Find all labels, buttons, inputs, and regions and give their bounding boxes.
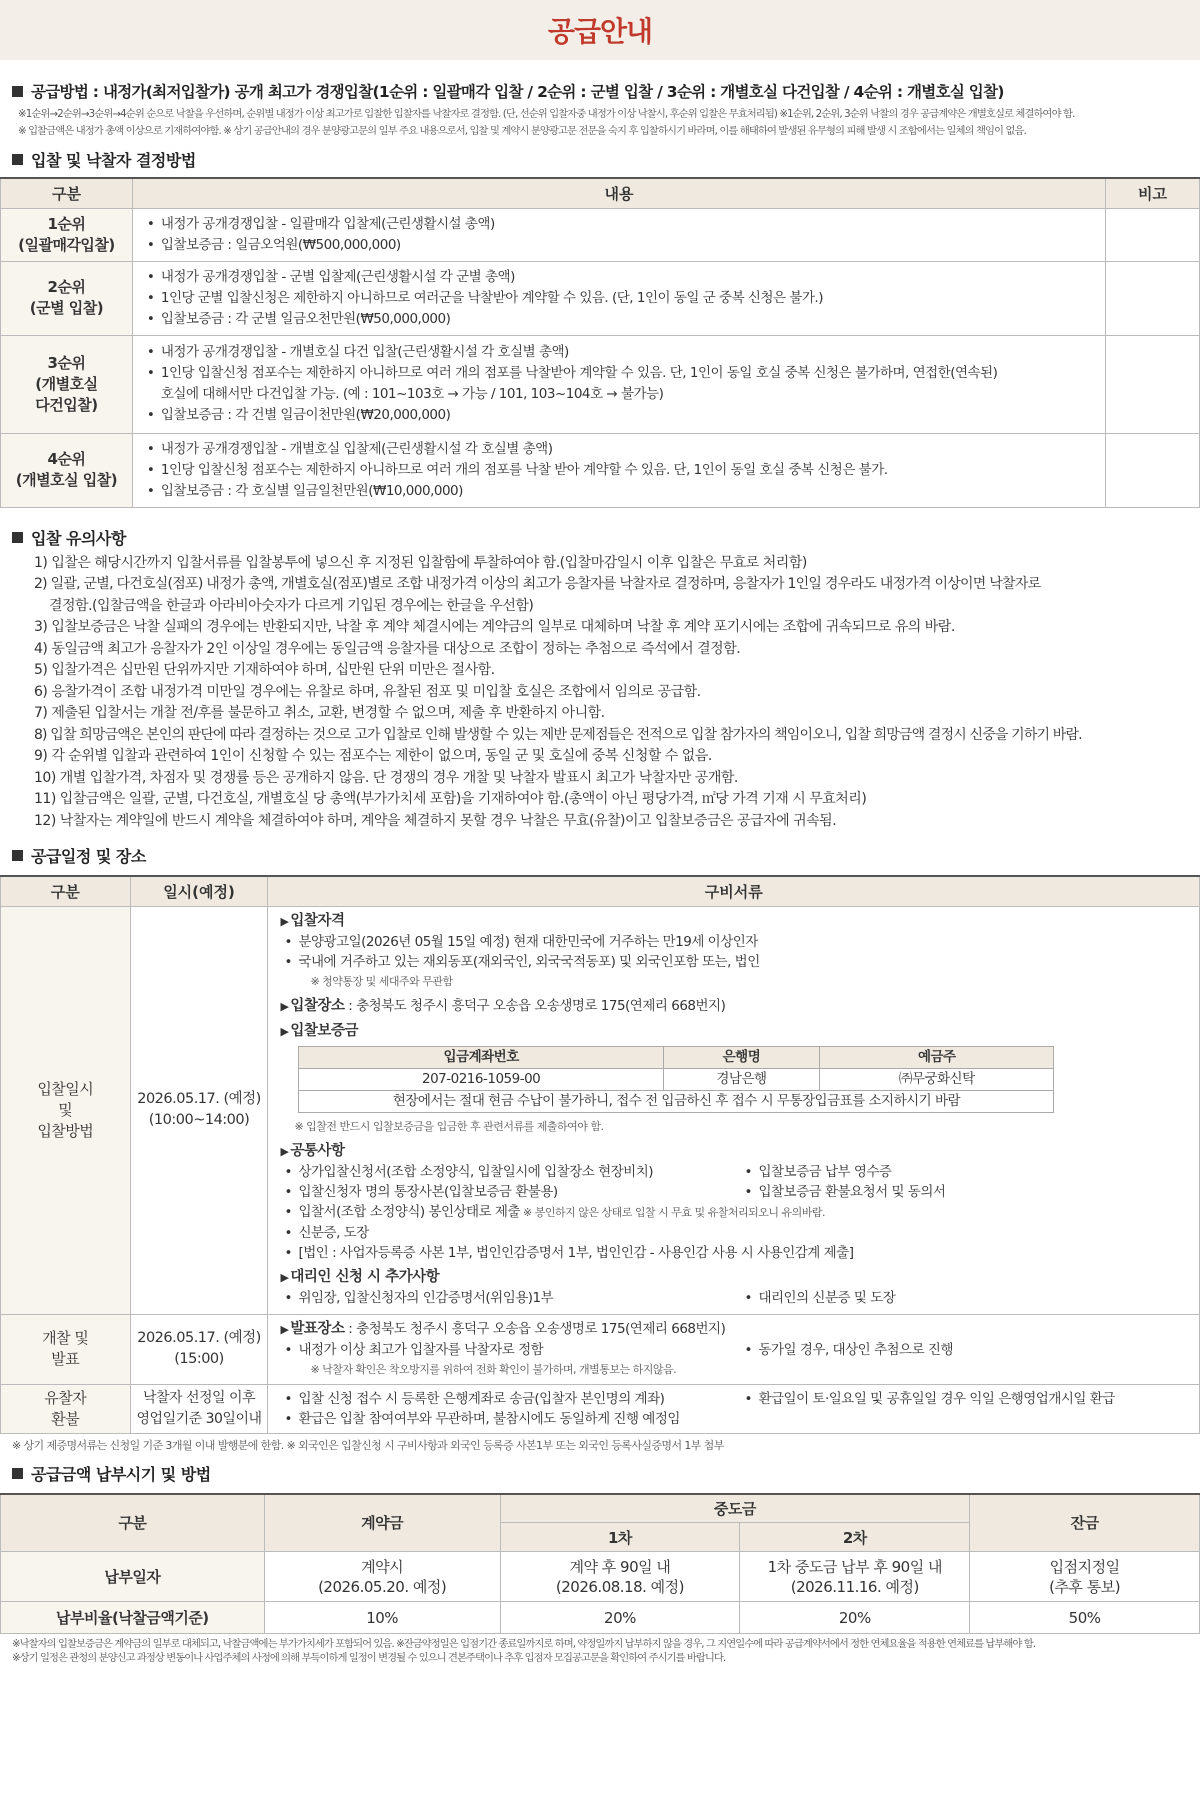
- list-item: • 입찰보증금 : 각 호실별 일금일천만원(₩10,000,000): [147, 481, 1095, 502]
- rank-label-line: 4순위: [47, 450, 86, 468]
- bid-method-heading-text: 입찰 및 낙찰자 결정방법: [31, 151, 196, 170]
- list-item: • 1인당 입찰신청 점포수는 제한하지 아니하므로 여러 개의 점포를 낙찰 받아 계약할 수 있음. 단, 1인이 동일 호실 중복 신청은 불가.: [147, 460, 1095, 481]
- row-label: 납부일자: [1, 1552, 265, 1602]
- cell-line: (2026.05.20. 예정): [318, 1577, 447, 1596]
- cell-line: (2026.08.18. 예정): [555, 1577, 685, 1596]
- list-item: • 위임장, 입찰신청자의 인감증명서(위임용)1부: [284, 1288, 744, 1308]
- schedule-label: [1, 1314, 131, 1384]
- header-middle: 중도금: [500, 1494, 970, 1523]
- list-item: • 입찰보증금 : 각 군별 일금오천만원(₩50,000,000): [147, 309, 1095, 330]
- list-item: • 입찰신청자 명의 통장사본(입찰보증금 환불용): [284, 1182, 744, 1202]
- table-row: [1, 1602, 1200, 1634]
- triangle-right-icon: ▶: [280, 1270, 289, 1284]
- payment-heading-text: 공급금액 납부시기 및 방법: [31, 1464, 211, 1484]
- list-item: 8) 입찰 희망금액은 본인의 판단에 따라 결정하는 것으로 고가 입찰로 인해 발생할 수 있는 제반 문제점들은 전적으로 입찰 참가자의 책임이오니, 입찰 희망금액 결정시 신중을 기하기 바람.: [34, 726, 1082, 743]
- label-line: 유찰자: [44, 1388, 87, 1407]
- list-item: 12) 낙찰자는 계약일에 반드시 계약을 체결하여야 하며, 계약을 체결하지 못할 경우 낙찰은 무효(유찰)이고 입찰보증금은 공급자에 귀속됨.: [34, 812, 837, 829]
- list-item: 9) 각 순위별 입찰과 관련하여 1인이 신청할 수 있는 점포수는 제한이 없으며, 동일 군 및 호실에 중복 신청할 수 없음.: [34, 748, 712, 764]
- agent-title-text: 대리인 신청 시 추가사항: [290, 1268, 440, 1285]
- schedule-date: [130, 906, 268, 1314]
- announce-note: ※ 낙찰자 확인은 착오방지를 위하여 전화 확인이 불가하며, 개별통보는 하지않음.: [310, 1362, 677, 1376]
- list-item: • 환급은 입찰 참여여부와 무관하며, 불참시에도 동일하게 진행 예정임: [284, 1409, 1189, 1429]
- table-row: [1, 906, 1200, 1314]
- list-item: • 입찰보증금 : 각 건별 일금이천만원(₩20,000,000): [147, 405, 1095, 426]
- rank-label: [1, 433, 133, 507]
- header-contract: 계약금: [264, 1494, 500, 1552]
- account-note: 현장에서는 절대 현금 수납이 불가하니, 접수 전 입금하신 후 접수 시 무통장입금표를 소지하시기 바람: [299, 1090, 1054, 1112]
- list-item: • 대리인의 신분증 및 도장: [744, 1288, 895, 1308]
- rank-label-line: 3순위: [47, 353, 86, 372]
- list-item: • 동가일 경우, 대상인 추첨으로 진행: [744, 1340, 953, 1360]
- table-row: [1, 261, 1200, 335]
- list-item: • 내정가 공개경쟁입찰 - 군별 입찰제(근린생활시설 각 군별 총액): [147, 267, 1095, 288]
- table-row: [1, 1384, 1200, 1433]
- table-cell: [500, 1552, 740, 1602]
- bid-place: [280, 996, 1189, 1017]
- remark-cell: [1106, 261, 1200, 335]
- table-row: [1, 335, 1200, 433]
- supply-method-heading: [12, 80, 1188, 102]
- cell-line: 계약시: [361, 1557, 404, 1576]
- qualification-title-text: 입찰자격: [290, 912, 345, 929]
- bid-method-heading: [12, 148, 1188, 171]
- triangle-right-icon: ▶: [280, 914, 289, 928]
- list-item: • 입찰보증금 : 일금오억원(₩500,000,000): [147, 235, 1095, 256]
- list-item: 1) 입찰은 해당시간까지 입찰서류를 입찰봉투에 넣으신 후 지정된 입찰함에 투찰하여야 함.(입찰마감일시 이후 입찰은 무효로 처리함): [34, 554, 807, 571]
- square-bullet-icon: [12, 86, 23, 97]
- list-item: • 입찰 신청 접수 시 등록한 은행계좌로 송금(입찰자 본인명의 계좌): [284, 1389, 744, 1409]
- common-title-text: 공통사항: [290, 1142, 345, 1159]
- list-item: • 국내에 거주하고 있는 재외동포(재외국인, 외국국적동포) 및 외국인포함 또는, 법인: [284, 952, 1189, 972]
- header-category: 구분: [1, 876, 131, 906]
- list-item: 2) 일괄, 군별, 다건호실(점포) 내정가 총액, 개별호실(점포)별로 조합 내정가격 이상의 최고가 응찰자를 낙찰자로 결정하며, 응찰자가 1인일 경우라도 내정가격 이상이면 낙찰자로: [34, 576, 1041, 592]
- cell-line: (추후 통보): [1049, 1577, 1121, 1596]
- list-item: • 상가입찰신청서(조합 소정양식, 입찰일시에 입찰장소 현장비치): [284, 1162, 744, 1182]
- list-item-text: 입찰서(조합 소정양식) 봉인상태로 제출: [298, 1203, 521, 1220]
- rank-label-line: 1순위: [47, 214, 86, 233]
- payment-note: ※상기 일정은 관청의 분양신고 과정상 변동이나 사업주체의 사정에 의해 부득이하게 일정이 변경될 수 있으니 견본주택이나 추후 입점자 모집공고문을 확인하여 주시기를 바랍니다.: [12, 1652, 726, 1664]
- deposit-note: ※ 입찰전 반드시 입찰보증금을 입금한 후 관련서류를 제출하여야 함.: [294, 1119, 604, 1133]
- schedule-label: [1, 906, 131, 1314]
- row-label: 납부비율(낙찰금액기준): [1, 1602, 265, 1634]
- label-line: 및: [58, 1100, 73, 1119]
- date-line: (15:00): [174, 1351, 224, 1367]
- announce-place: [280, 1319, 1189, 1340]
- schedule-documents: [268, 1384, 1200, 1433]
- rank-label-line: (일괄매각입찰): [18, 235, 115, 254]
- deposit-title-text: 입찰보증금: [290, 1022, 358, 1039]
- label-line: 발표: [51, 1350, 80, 1368]
- list-item: 5) 입찰가격은 십만원 단위까지만 기재하여야 하며, 십만원 단위 미만은 절사함.: [34, 662, 495, 678]
- list-item: • 입찰보증금 납부 영수증: [744, 1162, 891, 1182]
- rank-content: [132, 335, 1105, 433]
- rank-label-line: (군별 입찰): [29, 299, 104, 317]
- cautions-heading-text: 입찰 유의사항: [31, 528, 126, 548]
- cell-line: 계약 후 90일 내: [569, 1557, 671, 1576]
- bank-name: 경남은행: [663, 1068, 819, 1090]
- list-item: • 환급일이 토·일요일 및 공휴일일 경우 익일 은행영업개시일 환급: [744, 1389, 1114, 1409]
- rank-label: [1, 261, 133, 335]
- table-cell: 50%: [970, 1602, 1200, 1634]
- schedule-footnote: ※ 상기 제증명서류는 신청일 기준 3개월 이내 발행분에 한함. ※ 외국인은 입찰신청 시 구비사항과 외국인 등록증 사본1부 또는 외국인 등록사실증명서 1부 첨부: [12, 1438, 724, 1452]
- list-item: [284, 1202, 1189, 1223]
- date-line: 2026.05.17. (예정): [137, 1091, 261, 1107]
- supply-method-note: ※1순위→2순위→3순위→4순위 순으로 낙찰을 우선하며, 순위별 내정가 이상 최고가로 입찰한 입찰자를 낙찰자로 결정함. (단, 선순위 입찰자중 내정가 이상 낙찰시, 후순위 입찰은 무효처리됨) ※1순위, 2순위, 3순위 낙찰의 경우 공급계약은 개별호실로 체결하여야 함.: [18, 108, 1075, 120]
- deposit-title: [280, 1021, 1189, 1042]
- cautions-list: [12, 553, 1188, 833]
- payment-heading: [12, 1462, 1188, 1485]
- table-cell: [740, 1552, 970, 1602]
- date-line: 낙찰자 선정일 이후: [142, 1389, 256, 1406]
- cell-line: 입점지정일: [1049, 1557, 1120, 1576]
- list-item: • 입찰보증금 환불요청서 및 동의서: [744, 1182, 945, 1202]
- list-item: 6) 응찰가격이 조합 내정가격 미만일 경우에는 유찰로 하며, 유찰된 점포 및 미입찰 호실은 조합에서 임의로 공급함.: [34, 683, 701, 700]
- agent-row: [280, 1288, 1189, 1308]
- refund-row: [280, 1389, 1189, 1409]
- date-line: (10:00~14:00): [148, 1112, 250, 1128]
- list-item: 10) 개별 입찰가격, 차점자 및 경쟁률 등은 공개하지 않음. 단 경쟁의 경우 개찰 및 낙찰자 발표시 최고가 낙찰자만 공개함.: [34, 769, 738, 786]
- cell-line: 1차 중도금 납부 후 90일 내: [767, 1557, 942, 1576]
- table-cell: [970, 1552, 1200, 1602]
- table-cell: 20%: [740, 1602, 970, 1634]
- bid-place-address: : 충청북도 청주시 흥덕구 오송읍 오송생명로 175(연제리 668번지): [344, 997, 726, 1014]
- remark-cell: [1106, 335, 1200, 433]
- rank-label-line: (개별호실: [35, 374, 98, 393]
- list-item: • 내정가 공개경쟁입찰 - 일괄매각 입찰제(근린생활시설 총액): [147, 214, 1095, 235]
- triangle-right-icon: ▶: [280, 1024, 289, 1038]
- header-balance: 잔금: [970, 1494, 1200, 1552]
- table-cell: [264, 1552, 500, 1602]
- cautions-heading: [12, 526, 1188, 549]
- schedule-table: [0, 875, 1200, 1434]
- header-date: 일시(예정): [130, 876, 268, 906]
- list-item: 3) 입찰보증금은 낙찰 실패의 경우에는 반환되지만, 낙찰 후 계약 체결시에는 계약금의 일부로 대체하며 낙찰 후 계약 포기시에는 조합에 귀속되므로 유의 바람.: [34, 619, 955, 635]
- list-item: 4) 동일금액 최고가 응찰자가 2인 이상일 경우에는 동일금액 응찰자를 대상으로 조합이 정하는 추첨으로 즉석에서 결정함.: [34, 640, 741, 657]
- qualification-note: ※ 청약통장 및 세대주와 무관함: [310, 974, 453, 988]
- announce-place-title: 발표장소: [290, 1320, 345, 1337]
- list-item: • 내정가 공개경쟁입찰 - 개별호실 입찰제(근린생활시설 각 호실별 총액): [147, 439, 1095, 460]
- label-line: 개찰 및: [42, 1329, 89, 1347]
- label-line: 입찰방법: [37, 1121, 94, 1140]
- list-item: • [법인 : 사업자등록증 사본 1부, 법인인감증명서 1부, 법인인감 - 사용인감 사용 시 사용인감계 제출]: [284, 1243, 1189, 1263]
- header-category: 구분: [1, 178, 133, 208]
- table-row: [1, 208, 1200, 261]
- list-item: • 분양광고일(2026년 05월 15일 예정) 현재 대한민국에 거주하는 만19세 이상인자: [284, 932, 1189, 952]
- label-line: 입찰일시: [37, 1079, 94, 1098]
- list-item: 결정함.(입찰금액을 한글과 아라비아숫자가 다르게 기입된 경우에는 한글을 우선함): [49, 597, 534, 614]
- bid-method-table: [0, 177, 1200, 508]
- account-number: 207-0216-1059-00: [299, 1068, 663, 1090]
- schedule-documents: [268, 1314, 1200, 1384]
- remark-cell: [1106, 208, 1200, 261]
- qualification-title: [280, 911, 1189, 932]
- header-remark: 비고: [1106, 178, 1200, 208]
- account-header: 입금계좌번호: [299, 1046, 663, 1068]
- table-row: [1, 1552, 1200, 1602]
- square-bullet-icon: [12, 850, 23, 861]
- rank-label-line: (개별호실 입찰): [15, 471, 118, 489]
- supply-method-note: ※ 입찰금액은 내정가 총액 이상으로 기재하여야함. ※ 상기 공급안내의 경우 분양광고문의 일부 주요 내용으로서, 입찰 및 계약시 분양광고문 전문을 숙지 후 입찰하시기 바라며, 이를 해태하여 발생된 유무형의 피해 발생 시 조합에서는 일체의 책임이 없음.: [18, 125, 1026, 137]
- schedule-label: [1, 1384, 131, 1433]
- header-second: 2차: [740, 1523, 970, 1552]
- rank-content: [132, 433, 1105, 507]
- label-line: 환불: [51, 1409, 80, 1428]
- header-documents: 구비서류: [268, 876, 1200, 906]
- announce-row: [280, 1340, 1189, 1360]
- cell-line: (2026.11.16. 예정): [790, 1577, 919, 1596]
- list-item: • 1인당 군별 입찰신청은 제한하지 아니하므로 여러군을 낙찰받아 계약할 수 있음. (단, 1인이 동일 군 중복 신청은 불가.): [147, 288, 1095, 309]
- square-bullet-icon: [12, 1468, 23, 1479]
- agent-title: [280, 1267, 1189, 1288]
- table-cell: 20%: [500, 1602, 740, 1634]
- payment-table: [0, 1493, 1200, 1635]
- schedule-documents: [268, 906, 1200, 1314]
- table-cell: 10%: [264, 1602, 500, 1634]
- list-item-continuation: 호실에 대해서만 다건입찰 가능. (예 : 101~103호 → 가능 / 101, 103~104호 → 불가능): [160, 386, 664, 402]
- rank-label-line: 2순위: [47, 278, 86, 296]
- holder-header: 예금주: [820, 1046, 1054, 1068]
- bid-place-title: 입찰장소: [290, 997, 345, 1014]
- common-row: [280, 1162, 1189, 1182]
- bank-header: 은행명: [663, 1046, 819, 1068]
- common-title: [280, 1141, 1189, 1162]
- date-line: 2026.05.17. (예정): [137, 1330, 261, 1346]
- header-first: 1차: [500, 1523, 740, 1552]
- list-item: • 신분증, 도장: [284, 1223, 1189, 1243]
- triangle-right-icon: ▶: [280, 999, 289, 1013]
- list-item: • 내정가 공개경쟁입찰 - 개별호실 다건 입찰(근린생활시설 각 호실별 총액): [147, 342, 1095, 363]
- deposit-account-table: [298, 1046, 1054, 1113]
- triangle-right-icon: ▶: [280, 1144, 289, 1158]
- schedule-date: [130, 1384, 268, 1433]
- rank-label: [1, 208, 133, 261]
- title-bar: [0, 0, 1200, 60]
- list-item: 7) 제출된 입찰서는 개찰 전/후를 불문하고 취소, 교환, 변경할 수 없으며, 제출 후 반환하지 아니함.: [34, 705, 605, 721]
- table-row: [1, 433, 1200, 507]
- list-item: • 1인당 입찰신청 점포수는 제한하지 아니하므로 여러 개의 점포를 낙찰받아 계약할 수 있음. 단, 1인이 동일 호실 중복 신청은 불가하며, 연접한(연속된): [147, 363, 1095, 384]
- account-holder: ㈜무궁화신탁: [820, 1068, 1054, 1090]
- rank-label-line: 다건입찰): [35, 395, 98, 414]
- header-content: 내용: [132, 178, 1105, 208]
- square-bullet-icon: [12, 154, 23, 165]
- remark-cell: [1106, 433, 1200, 507]
- announce-place-address: : 충청북도 청주시 흥덕구 오송읍 오송생명로 175(연제리 668번지): [344, 1320, 726, 1337]
- page-title: 공급안내: [547, 15, 653, 48]
- table-row: [1, 1314, 1200, 1384]
- triangle-right-icon: ▶: [280, 1322, 289, 1336]
- rank-content: [132, 208, 1105, 261]
- common-row: [280, 1182, 1189, 1202]
- schedule-heading: [12, 844, 1188, 867]
- rank-label: [1, 335, 133, 433]
- list-item-note: ※ 봉인하지 않은 상태로 입찰 시 무효 및 유찰처리되오니 유의바람.: [520, 1205, 825, 1219]
- date-line: 영업일기준 30일이내: [136, 1410, 262, 1427]
- supply-method-text: 공급방법 : 내정가(최저입찰가) 공개 최고가 경쟁입찰(1순위 : 일괄매각 입찰 / 2순위 : 군별 입찰 / 3순위 : 개별호실 다건입찰 / 4순위 : 개별호실 입찰): [31, 83, 1004, 101]
- header-category: 구분: [1, 1494, 265, 1552]
- list-item: • 내정가 이상 최고가 입찰자를 낙찰자로 정함: [284, 1340, 744, 1360]
- list-item: 11) 입찰금액은 일괄, 군별, 다건호실, 개별호실 당 총액(부가가치세 포함)을 기재하여야 함.(총액이 아닌 평당가격, ㎡당 가격 기재 시 무효처리): [34, 791, 867, 807]
- payment-note: ※낙찰자의 입찰보증금은 계약금의 일부로 대체되고, 낙찰금액에는 부가가치세가 포함되어 있음. ※잔금약정일은 입점기간 종료일까지로 하며, 약정일까지 납부하지 않을 경우, 그 지연일수에 따라 공급계약서에서 정한 연체요율을 적용한 연체료를 납부해야 함.: [12, 1638, 1036, 1650]
- square-bullet-icon: [12, 532, 23, 543]
- schedule-heading-text: 공급일정 및 장소: [31, 847, 146, 866]
- rank-content: [132, 261, 1105, 335]
- schedule-date: [130, 1314, 268, 1384]
